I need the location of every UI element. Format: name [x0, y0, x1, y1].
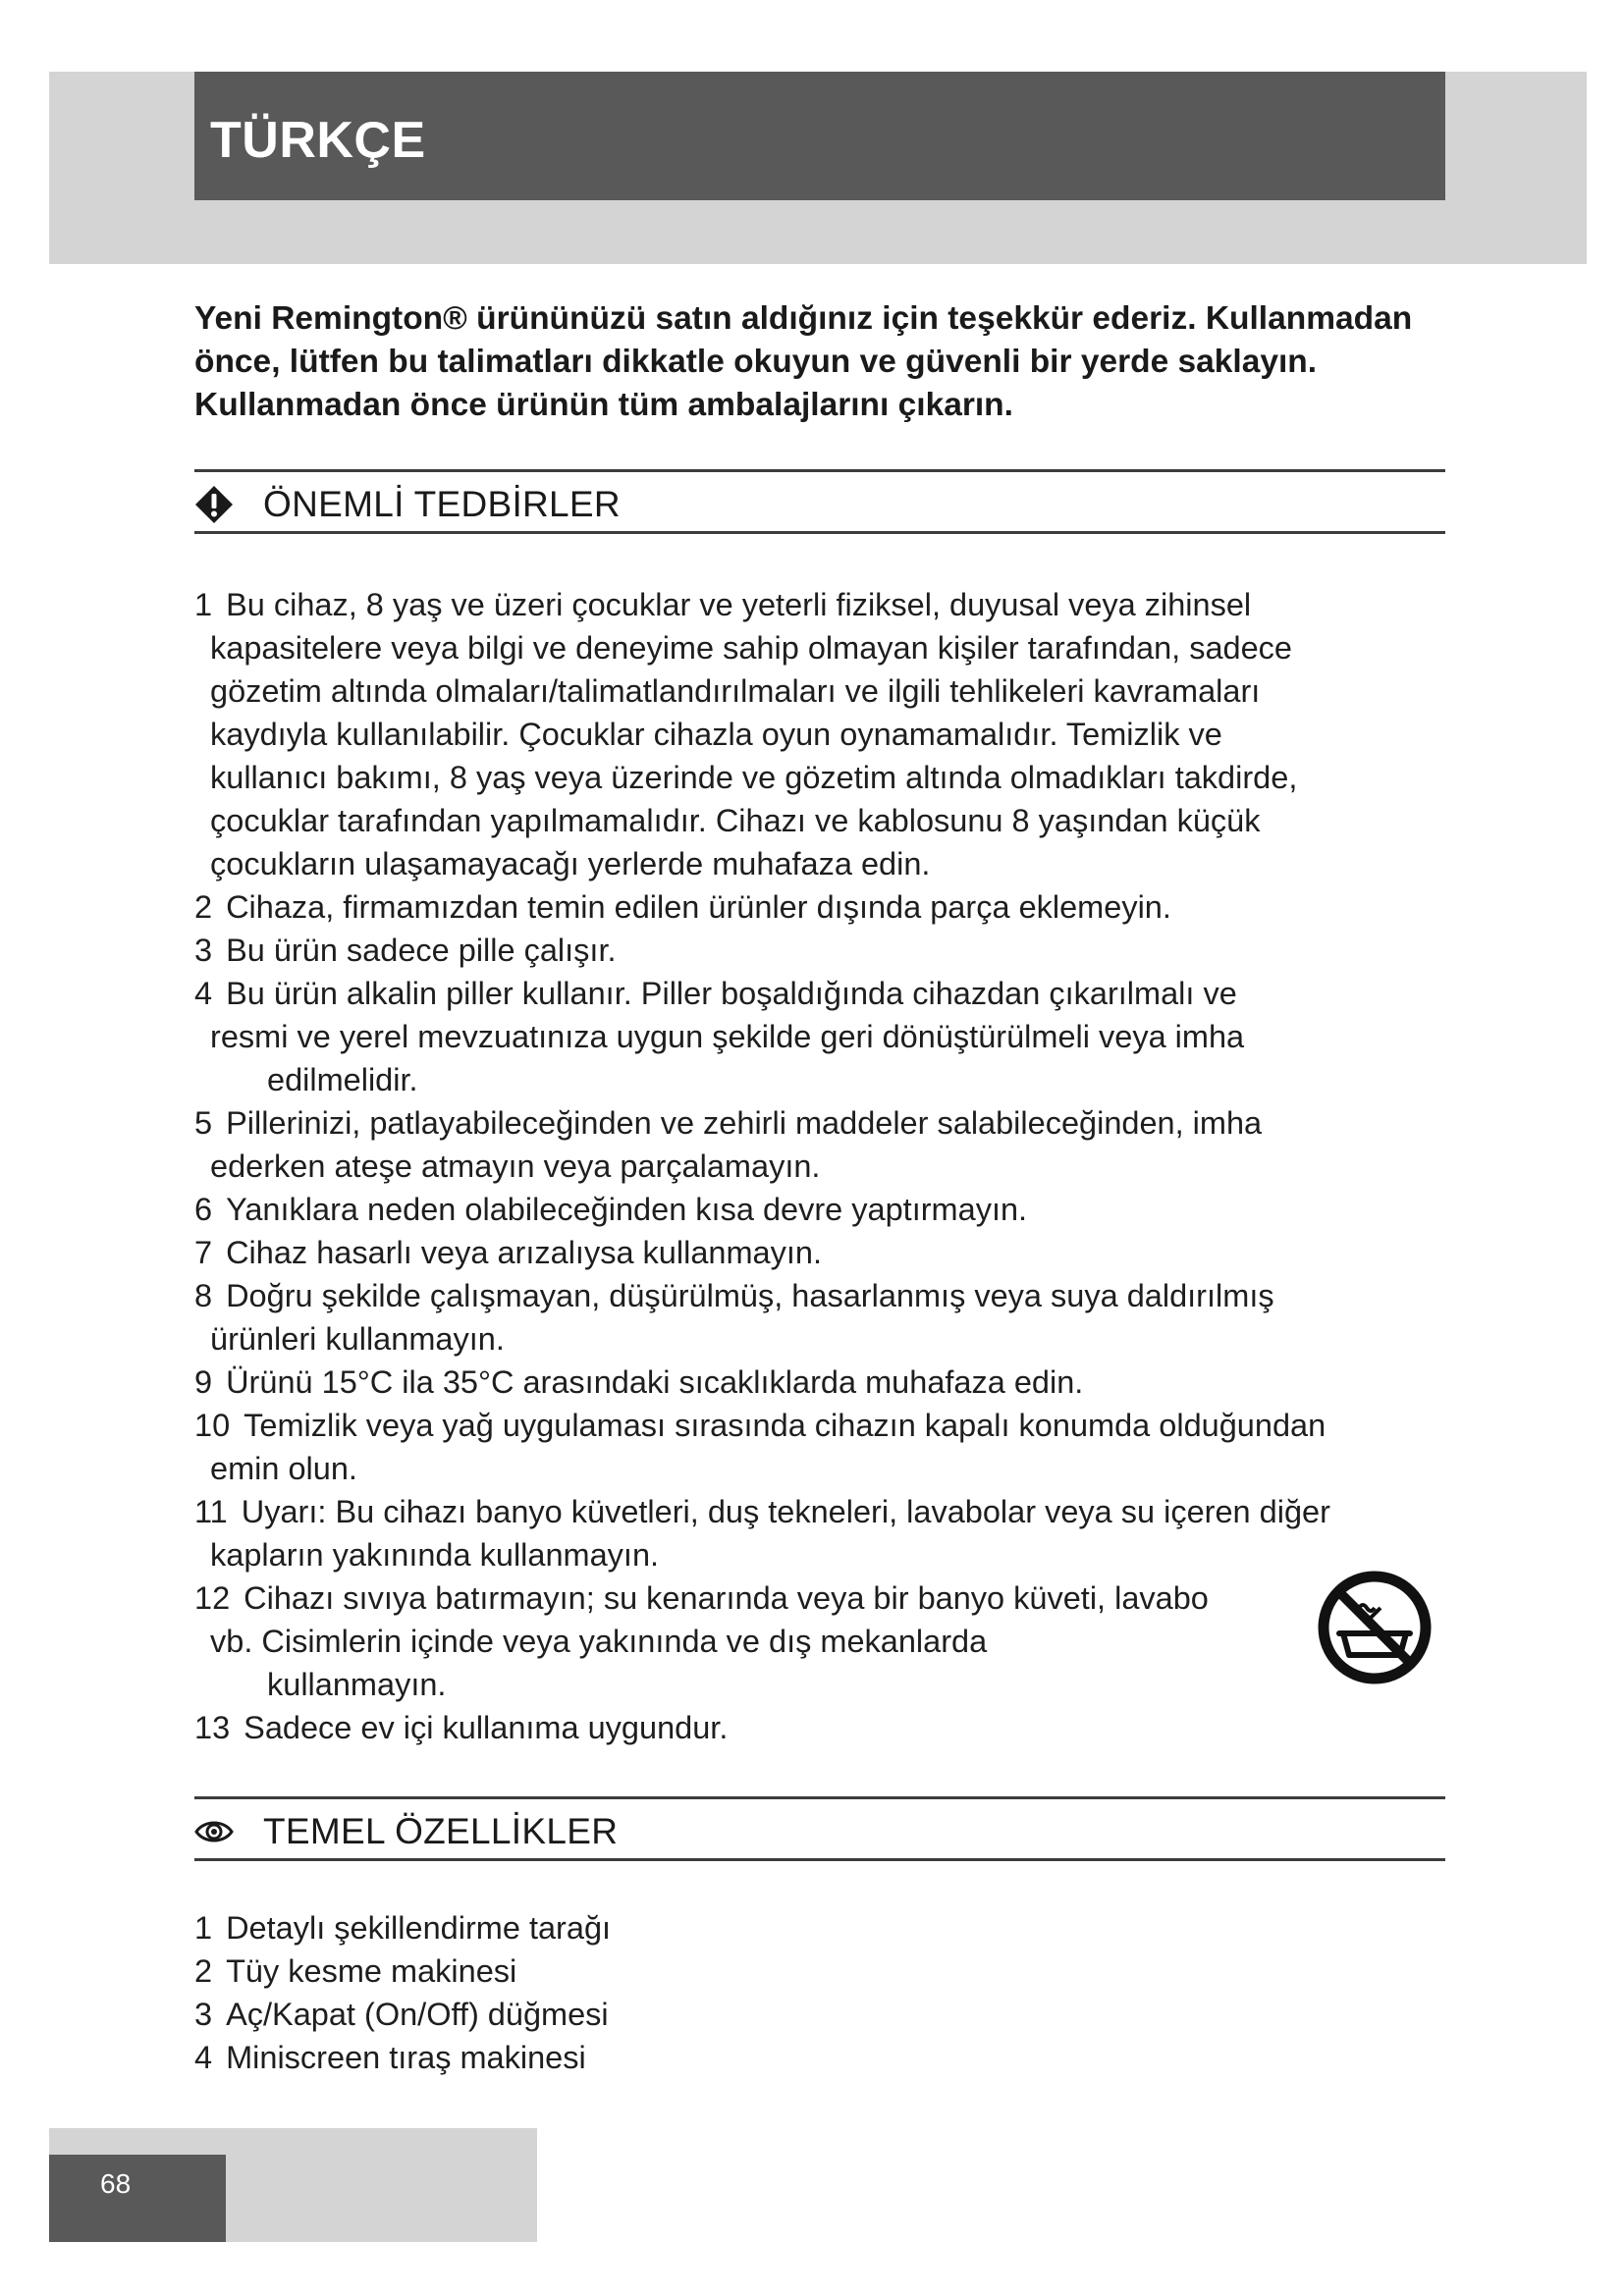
item-number: 1 [194, 1910, 213, 1946]
intro-paragraph [194, 297, 1471, 427]
item-number: 1 [194, 587, 213, 622]
eye-icon [194, 1812, 234, 1851]
safety-item: 12 Cihazı sıvıya batırmayın; su kenarında veya bir banyo küveti, lavabo vb. Cisimlerin içinde veya yakınında ve dış mekanlarda kullanmayın. [194, 1576, 1471, 1706]
item-number: 13 [194, 1710, 231, 1745]
safety-item: 9 Ürünü 15°C ila 35°C arasındaki sıcaklıklarda muhafaza edin. [194, 1361, 1471, 1404]
item-number: 5 [194, 1105, 213, 1141]
language-title: TÜRKÇE [210, 112, 426, 169]
feature-item: 1 Detaylı şekillendirme tarağı [194, 1906, 1471, 1949]
footer-page-box [49, 2155, 226, 2242]
item-number: 12 [194, 1580, 231, 1616]
intro-line: önce, lütfen bu talimatları dikkatle okuyun ve güvenli bir yerde saklayın. [194, 344, 1318, 380]
page-number: 68 [100, 2168, 132, 2199]
safety-section-heading [194, 469, 1445, 534]
feature-item: 4 Miniscreen tıraş makinesi [194, 2036, 1471, 2079]
item-number: 9 [194, 1364, 213, 1400]
item-number: 2 [194, 889, 213, 925]
safety-item: 6 Yanıklara neden olabileceğinden kısa devre yaptırmayın. [194, 1188, 1471, 1231]
header-title-box [194, 72, 1445, 200]
item-number: 3 [194, 1997, 213, 2032]
safety-section-title: ÖNEMLİ TEDBİRLER [263, 484, 621, 524]
safety-item: 2 Cihaza, firmamızdan temin edilen ürünler dışında parça eklemeyin. [194, 885, 1471, 929]
features-section-title: TEMEL ÖZELLİKLER [263, 1811, 619, 1851]
feature-item: 2 Tüy kesme makinesi [194, 1949, 1471, 1993]
item-number: 10 [194, 1408, 231, 1443]
item-number: 4 [194, 2040, 213, 2075]
safety-item: 13 Sadece ev içi kullanıma uygundur. [194, 1706, 1471, 1749]
feature-item: 3 Aç/Kapat (On/Off) düğmesi [194, 1993, 1471, 2036]
item-number: 11 [194, 1494, 228, 1529]
intro-line: Yeni Remington® ürününüzü satın aldığınız için teşekkür ederiz. Kullanmadan [194, 300, 1413, 337]
item-number: 3 [194, 933, 213, 968]
safety-item: 7 Cihaz hasarlı veya arızalıysa kullanmayın. [194, 1231, 1471, 1274]
safety-item: 8 Doğru şekilde çalışmayan, düşürülmüş, hasarlanmış veya suya daldırılmış ürünleri kullanmayın. [194, 1274, 1471, 1361]
item-number: 7 [194, 1235, 213, 1270]
item-number: 4 [194, 976, 213, 1011]
safety-list [194, 583, 1471, 1749]
features-list [194, 1906, 1471, 2079]
safety-item: 10 Temizlik veya yağ uygulaması sırasında cihazın kapalı konumda olduğundan emin olun. [194, 1404, 1471, 1490]
features-section-heading [194, 1796, 1445, 1861]
no-bathtub-icon [1316, 1569, 1434, 1686]
item-number: 8 [194, 1278, 213, 1313]
item-number: 6 [194, 1192, 213, 1227]
safety-item: 5 Pillerinizi, patlayabileceğinden ve zehirli maddeler salabileceğinden, imha ederken ateşe atmayın veya parçalamayın. [194, 1101, 1471, 1188]
safety-item: 4 Bu ürün alkalin piller kullanır. Piller boşaldığında cihazdan çıkarılmalı ve resmi ve yerel mevzuatınıza uygun şekilde geri dönüştürülmeli veya imha edilmelidir. [194, 972, 1471, 1101]
warning-diamond-icon [194, 485, 234, 524]
safety-item: 1 Bu cihaz, 8 yaş ve üzeri çocuklar ve yeterli fiziksel, duyusal veya zihinsel kapasitelere veya bilgi ve deneyime sahip olmayan kişiler tarafından, sadece gözetim altında olmaları/talimatlandırılmaları ve ilgili tehlikeleri kavramaları kaydıyla kullanılabilir. Çocuklar cihazla oyun oynamamalıdır. Temizlik ve kullanıcı bakımı, 8 yaş veya üzerinde ve gözetim altında olmadıkları takdirde, çocuklar tarafından yapılmamalıdır. Cihazı ve kablosunu 8 yaşından küçük çocukların ulaşamayacağı yerlerde muhafaza edin. [194, 583, 1471, 885]
item-number: 2 [194, 1953, 213, 1989]
intro-line: Kullanmadan önce ürünün tüm ambalajlarını çıkarın. [194, 387, 1013, 423]
safety-item: 3 Bu ürün sadece pille çalışır. [194, 929, 1471, 972]
safety-item: 11 Uyarı: Bu cihazı banyo küvetleri, duş tekneleri, lavabolar veya su içeren diğer kapların yakınında kullanmayın. [194, 1490, 1471, 1576]
